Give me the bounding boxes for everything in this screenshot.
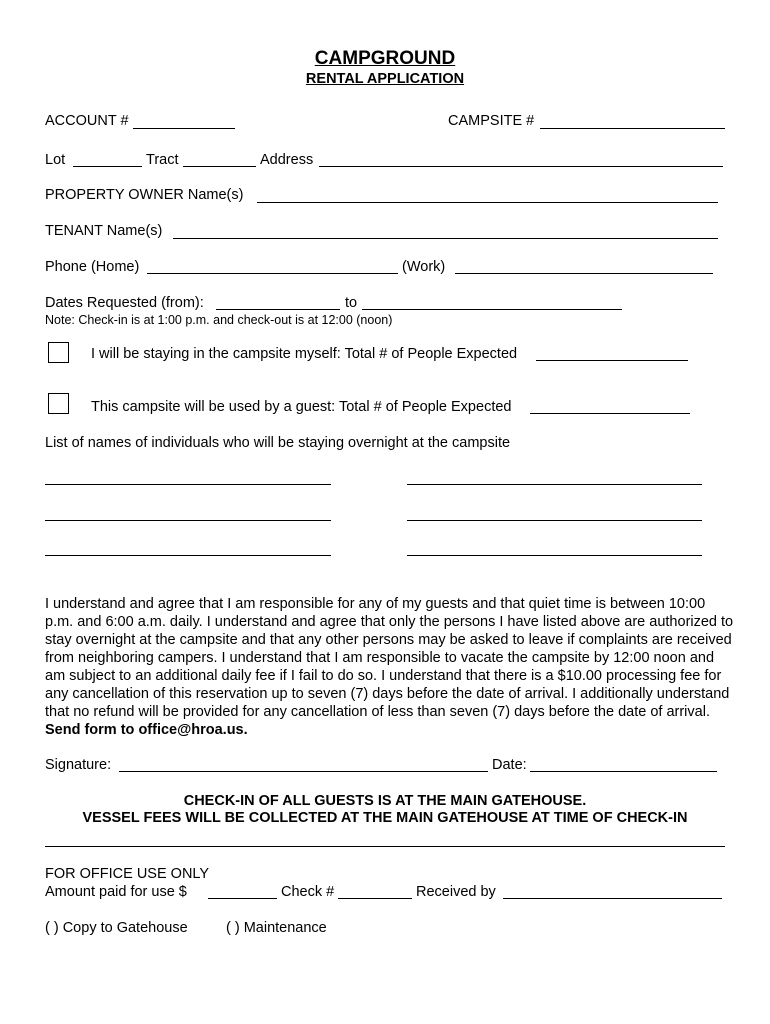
copy-gatehouse-option[interactable]: ( ) Copy to Gatehouse	[45, 920, 188, 936]
phone-work-label: (Work)	[402, 259, 446, 275]
tenant-label: TENANT Name(s)	[45, 223, 163, 239]
names-list-label: List of names of individuals who will be staying overnight at the campsite	[45, 435, 511, 451]
dates-to-label: to	[345, 295, 358, 311]
account-field[interactable]	[133, 128, 235, 129]
signature-field[interactable]	[119, 771, 488, 772]
office-use-header: FOR OFFICE USE ONLY	[45, 866, 210, 882]
date-field[interactable]	[530, 771, 717, 772]
lot-label: Lot	[45, 152, 66, 168]
myself-checkbox[interactable]	[48, 342, 69, 363]
phone-home-field[interactable]	[147, 273, 398, 274]
campsite-label: CAMPSITE #	[448, 113, 535, 129]
dates-from-field[interactable]	[216, 309, 340, 310]
property-owner-field[interactable]	[257, 202, 718, 203]
guest-checkbox[interactable]	[48, 393, 69, 414]
guest-option-label: This campsite will be used by a guest: Total # of People Expected	[91, 399, 512, 415]
name-field-3[interactable]	[45, 520, 331, 521]
vessel-fees-notice: VESSEL FEES WILL BE COLLECTED AT THE MAIN GATEHOUSE AT TIME OF CHECK-IN	[82, 810, 688, 826]
name-field-2[interactable]	[407, 484, 702, 485]
form-title: CAMPGROUND	[314, 48, 456, 69]
check-number-field[interactable]	[338, 898, 412, 899]
address-field[interactable]	[319, 166, 723, 167]
name-field-1[interactable]	[45, 484, 331, 485]
myself-option-label: I will be staying in the campsite myself: Total # of People Expected	[91, 346, 518, 362]
amount-paid-field[interactable]	[208, 898, 277, 899]
checkin-note: Note: Check-in is at 1:00 p.m. and check-out is at 12:00 (noon)	[45, 313, 393, 327]
signature-label: Signature:	[45, 757, 112, 773]
received-by-label: Received by	[416, 884, 496, 900]
tract-field[interactable]	[183, 166, 256, 167]
amount-paid-label: Amount paid for use $	[45, 884, 187, 900]
name-field-6[interactable]	[407, 555, 702, 556]
name-field-5[interactable]	[45, 555, 331, 556]
name-field-4[interactable]	[407, 520, 702, 521]
phone-work-field[interactable]	[455, 273, 713, 274]
office-divider	[45, 846, 725, 847]
send-form-instruction: Send form to office@hroa.us.	[45, 722, 248, 738]
phone-home-label: Phone (Home)	[45, 259, 140, 275]
address-label: Address	[260, 152, 314, 168]
tenant-field[interactable]	[173, 238, 718, 239]
agreement-paragraph	[45, 595, 735, 739]
dates-from-label: Dates Requested (from):	[45, 295, 204, 311]
myself-count-field[interactable]	[536, 360, 688, 361]
lot-field[interactable]	[73, 166, 142, 167]
agreement-body: I understand and agree that I am responsible for any of my guests and that quiet time is between 10:00 p.m. and 6:00 a.m. daily. I understand and agree that only the persons I have listed above are authorized to stay overnight at the campsite and that any other persons may be asked to leave if complaints are received from neighboring campers. I understand that I am responsible to vacate the campsite by 12:00 noon and am subject to an additional daily fee if I fail to do so. I understand that there is a $10.00 processing fee for any cancellation of this reservation up to seven (7) days before the date of arrival. I additionally understand that no refund will be provided for any cancellation of less than seven (7) days before the date of arrival.	[45, 596, 734, 720]
maintenance-option[interactable]: ( ) Maintenance	[226, 920, 327, 936]
account-label: ACCOUNT #	[45, 113, 129, 129]
date-label: Date:	[492, 757, 527, 773]
form-subtitle: RENTAL APPLICATION	[305, 71, 465, 87]
guest-count-field[interactable]	[530, 413, 690, 414]
received-by-field[interactable]	[503, 898, 722, 899]
check-number-label: Check #	[281, 884, 335, 900]
dates-to-field[interactable]	[362, 309, 622, 310]
tract-label: Tract	[146, 152, 179, 168]
campsite-field[interactable]	[540, 128, 725, 129]
checkin-notice: CHECK-IN OF ALL GUESTS IS AT THE MAIN GATEHOUSE.	[183, 793, 587, 809]
property-owner-label: PROPERTY OWNER Name(s)	[45, 187, 244, 203]
